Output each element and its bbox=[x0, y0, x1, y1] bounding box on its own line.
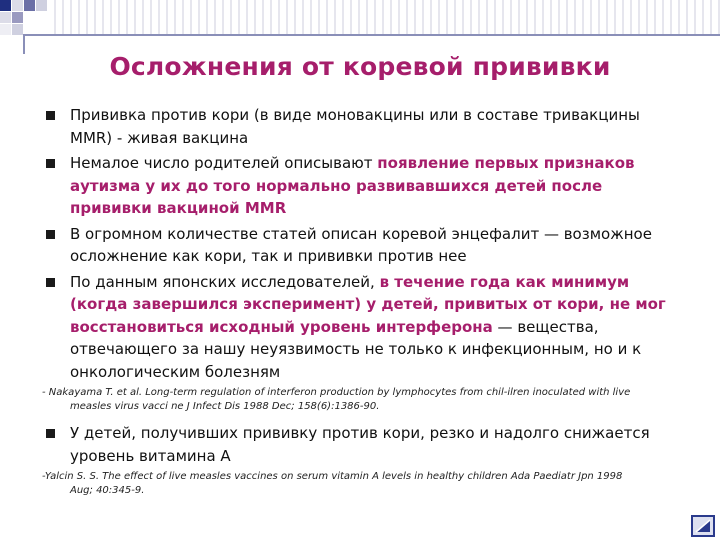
reference-line: -Yalcin S. S. The effect of live measles vaccines on serum vitamin A levels in healthy children Ada Paediatr Jpn 1998 bbox=[42, 471, 623, 482]
decor-square bbox=[24, 0, 35, 11]
reference-citation bbox=[42, 470, 682, 498]
square-bullet-icon bbox=[46, 429, 55, 438]
decor-square bbox=[36, 0, 47, 11]
bullet-item bbox=[42, 271, 682, 384]
header-pattern bbox=[48, 0, 720, 34]
bullet-item bbox=[42, 104, 682, 149]
square-bullet-icon bbox=[46, 159, 55, 168]
return-button[interactable] bbox=[691, 515, 715, 537]
bullet-text: Прививка против кори (в виде моновакцины или в составе тривакцины MMR) - живая вакцина bbox=[70, 106, 640, 147]
decor-square bbox=[12, 0, 23, 11]
bullet-item bbox=[42, 152, 682, 220]
reference-citation bbox=[42, 386, 682, 414]
bullet-item bbox=[42, 422, 682, 467]
reference-line: measles virus vacci ne J Infect Dis 1988 Dec; 158(6):1386-90. bbox=[70, 401, 380, 412]
bullet-highlight-text: появление первых признаков аутизма у их до того нормально развивавшихся детей после прививки вакциной MMR bbox=[70, 154, 635, 217]
header-divider bbox=[24, 34, 720, 36]
reference-line: Aug; 40:345-9. bbox=[70, 485, 145, 496]
bullet-text: — вещества, отвечающего за нашу неуязвимость не только к инфекционным, но и к онкологическим болезням bbox=[70, 317, 642, 381]
decor-square bbox=[0, 12, 11, 23]
reference-line: - Nakayama T. et al. Long-term regulation of interferon production by lymphocytes from chil-ilren inoculated with live bbox=[42, 387, 631, 398]
square-bullet-icon bbox=[46, 278, 55, 287]
decor-square bbox=[12, 24, 23, 35]
bullet-text: По данным японских исследователей, bbox=[70, 272, 380, 291]
decor-square bbox=[12, 12, 23, 23]
square-bullet-icon bbox=[46, 230, 55, 239]
bullet-text: Немалое число родителей описывают bbox=[70, 154, 378, 172]
bullet-text: В огромном количестве статей описан коревой энцефалит — возможное осложнение как кори, так и прививки против нее bbox=[70, 224, 652, 265]
slide-title: Осложнения от коревой прививки bbox=[109, 52, 611, 81]
slide-content bbox=[42, 104, 682, 506]
return-arrow-icon bbox=[693, 517, 713, 535]
bullet-item bbox=[42, 223, 682, 268]
decor-square bbox=[0, 0, 11, 11]
square-bullet-icon bbox=[46, 111, 55, 120]
bullet-text: У детей, получивших прививку против кори, резко и надолго снижается уровень витамина А bbox=[70, 424, 650, 465]
bullet-highlight-text: в течение года как минимум (когда завершился эксперимент) у детей, привитых от кори, не мог восстановиться исходный уровень интерферона bbox=[70, 272, 666, 336]
decor-square bbox=[0, 24, 11, 35]
header-divider-tick bbox=[23, 34, 25, 54]
